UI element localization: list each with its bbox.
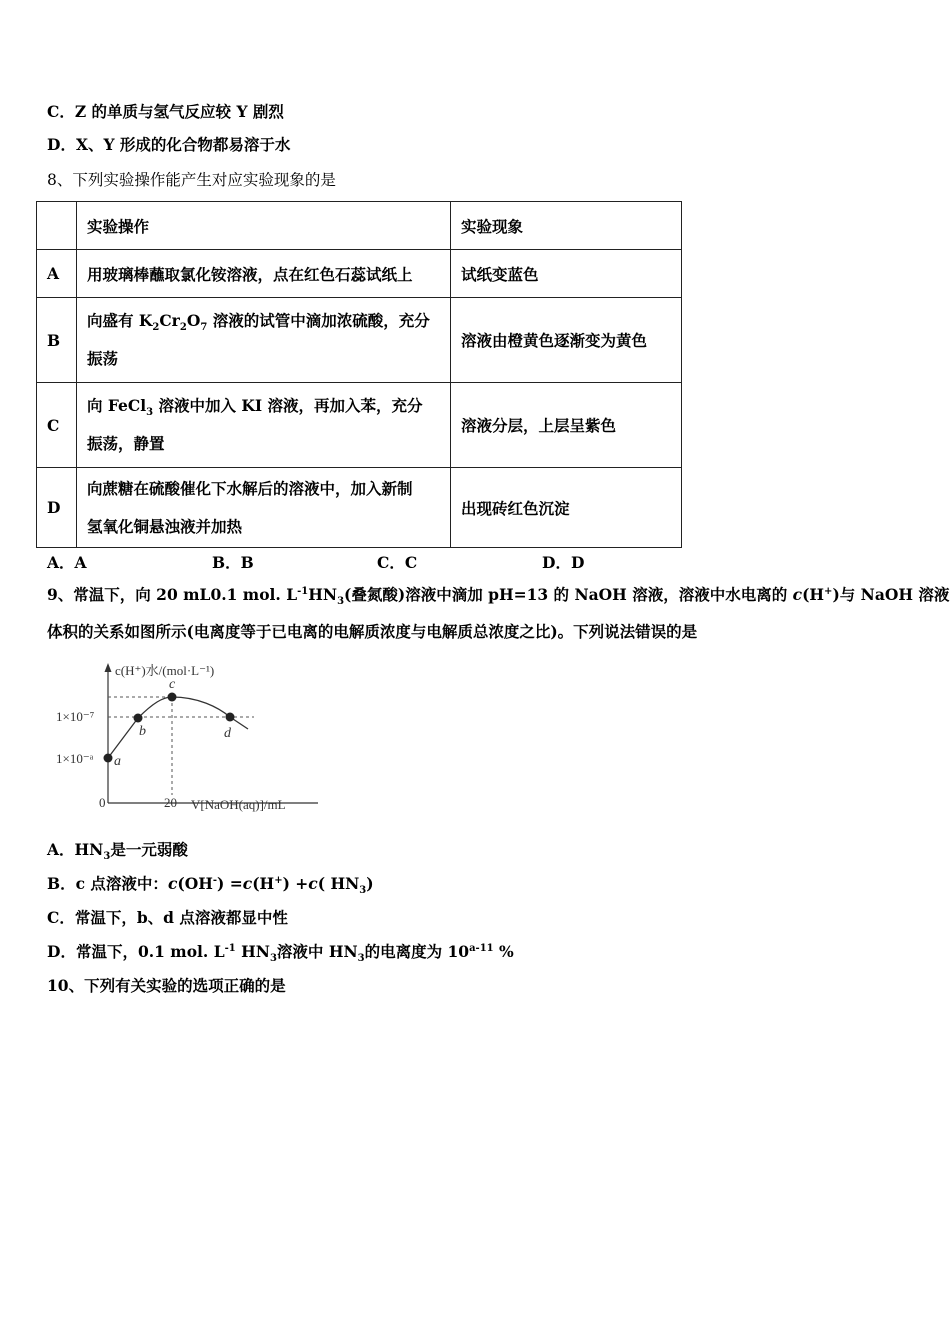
q10-stem: 10、下列有关实验的选项正确的是 [47,976,286,995]
opt-text: 是一元弱酸 [110,840,188,859]
row-operation: 用玻璃棒蘸取氯化铵溶液，点在红色石蕊试纸上 [77,250,451,298]
op-text: O [186,311,201,330]
op-text: 向 FeCl [87,396,147,415]
choice-b: B．B [212,553,254,572]
opt-sub: 3 [103,851,111,863]
opt-text: ( HN [317,874,360,893]
opt-text: 溶液中 HN [276,942,358,961]
table-header-operation: 实验操作 [77,202,451,250]
opt-text: A．HN [47,840,104,859]
op-sub: 7 [200,322,208,334]
table-row [37,250,682,298]
opt-text: (OH [177,874,213,893]
row-key: B [37,298,77,383]
row-phenomenon: 试纸变蓝色 [451,250,682,298]
table-header-blank [37,202,77,250]
op-text: Cr [159,311,180,330]
row-phenomenon: 溶液由橙黄色逐渐变为黄色 [451,298,682,383]
q9-italic-c: c [792,585,803,604]
q9-text: (H [802,585,825,604]
y-tick-1e-a: 1×10⁻ᵃ [56,751,94,766]
table-row [37,468,682,548]
op-text-line2: 振荡，静置 [87,434,165,453]
q7-option-c: C．Z 的单质与氢气反应较 Y 剧烈 [47,102,284,121]
row-operation [77,298,451,383]
opt-italic: c [242,874,253,893]
opt-italic: c [308,874,318,893]
q9-text: )与 NaOH 溶液 [832,585,950,604]
op-text: 向蔗糖在硫酸催化下水解后的溶液中，加入新制 [87,478,413,498]
opt-italic: c [167,874,178,893]
point-c [168,693,177,702]
opt-sup: a-11 [469,942,494,954]
opt-sup: - [212,874,218,886]
op-sub: 2 [152,322,160,334]
row-operation [77,468,451,548]
q7-option-d: D．X、Y 形成的化合物都易溶于水 [47,135,291,154]
y-tick-1e-7: 1×10⁻⁷ [56,709,95,724]
q9-sup: -1 [297,585,309,597]
q9-sup: + [824,585,833,597]
row-phenomenon: 溶液分层，上层呈紫色 [451,383,682,468]
op-sub: 2 [179,322,187,334]
point-b [134,714,143,723]
point-a [104,754,113,763]
q9-text: (叠氮酸)溶液中滴加 pH=13 的 NaOH 溶液，溶液中水电离的 [344,585,793,604]
q9-option-a [47,839,188,861]
opt-text: B．c 点溶液中： [47,874,168,893]
op-text-line2: 氢氧化铜悬浊液并加热 [87,516,243,536]
q8-table [36,201,682,548]
table-header-row [37,202,682,250]
choice-c: C．C [377,553,418,572]
opt-sup: -1 [224,942,236,954]
label-d: d [224,726,231,741]
opt-sub: 3 [357,953,365,965]
q9-option-d [47,941,514,963]
opt-text: % [493,942,514,961]
opt-text: ) = [217,874,243,893]
label-c: c [169,677,176,692]
row-phenomenon: 出现砖红色沉淀 [451,468,682,548]
q9-sub: 3 [337,596,345,608]
op-text: 溶液的试管中滴加浓硫酸，充分 [207,311,430,330]
q9-option-c: C．常温下，b、d 点溶液都显中性 [47,908,288,927]
opt-sub: 3 [269,953,277,965]
opt-text: ) + [282,874,309,893]
choice-a: A．A [47,553,87,572]
q9-option-b [47,873,374,895]
x-tick-20: 20 [164,795,177,810]
opt-text: HN [235,942,270,961]
x-axis-label: V[NaOH(aq)]/mL [191,797,286,812]
q9-stem-line1 [47,584,949,606]
q9-text: 9、常温下，向 20 mL0.1 mol. L [47,585,298,604]
row-key: A [37,250,77,298]
opt-text: D．常温下，0.1 mol. L [47,942,225,961]
op-text: 向盛有 K [87,311,153,330]
opt-text: ) [366,874,374,893]
opt-sub: 3 [359,885,367,897]
choice-d: D．D [542,553,585,572]
y-axis-label: c(H⁺)水/(mol·L⁻¹) [115,663,215,678]
table-row [37,298,682,383]
x-tick-0: 0 [99,795,106,810]
point-d [226,713,235,722]
op-sub: 3 [146,407,154,419]
table-header-phenomenon: 实验现象 [451,202,682,250]
q9-text: HN [308,585,338,604]
op-text: 溶液中加入 KI 溶液，再加入苯，充分 [153,396,423,415]
q9-stem-line2: 体积的关系如图所示(电离度等于已电离的电解质浓度与电解质总浓度之比)。下列说法错误的是 [47,622,698,641]
row-key: C [37,383,77,468]
q8-stem: 8、下列实验操作能产生对应实验现象的是 [47,171,336,189]
label-a: a [114,754,121,769]
q9-graph [48,655,338,820]
y-axis-arrow [105,663,112,672]
opt-text: (H [252,874,275,893]
opt-text: 的电离度为 10 [364,942,470,961]
row-operation [77,383,451,468]
row-key: D [37,468,77,548]
table-row [37,383,682,468]
op-text-line2: 振荡 [87,349,119,368]
opt-sup: + [274,874,283,886]
label-b: b [139,724,146,739]
